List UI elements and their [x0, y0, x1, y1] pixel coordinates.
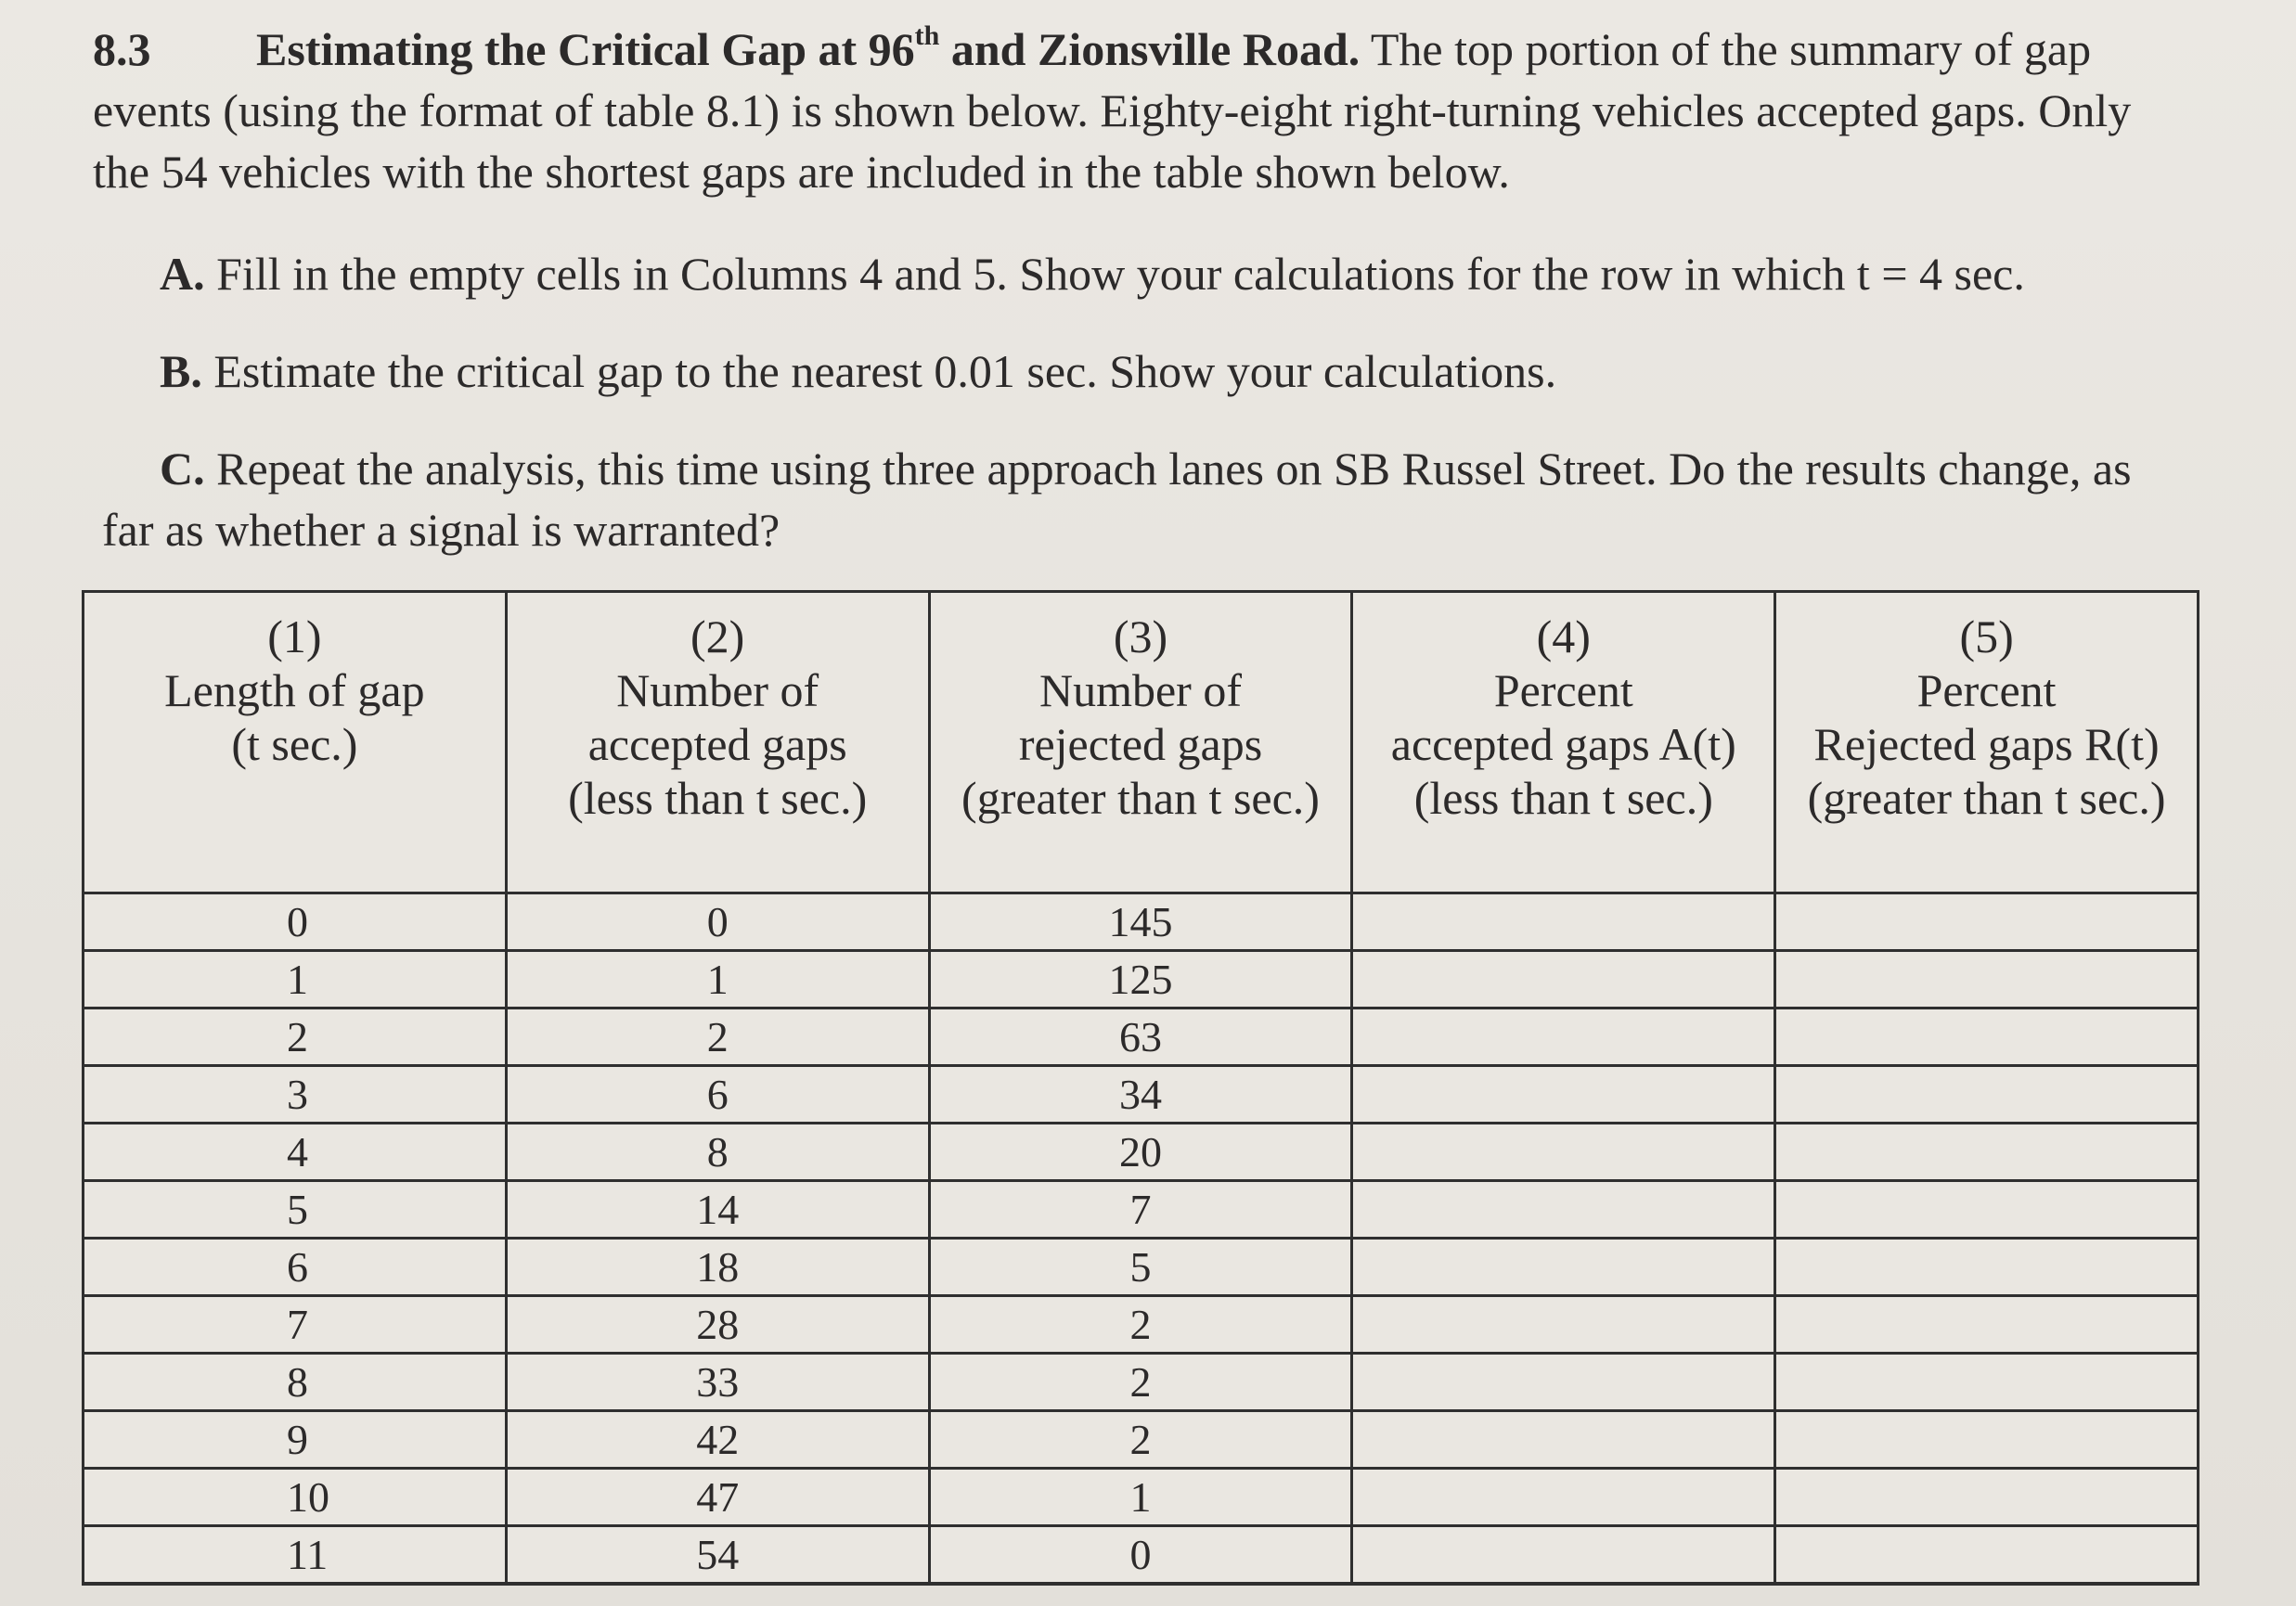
part-a-text: Fill in the empty cells in Columns 4 and 5. Show your calculations for the row in which t = 4 sec. — [204, 248, 2025, 300]
table-row — [84, 1009, 2199, 1066]
table-cell-col-3: 63 — [929, 1009, 1352, 1066]
table-cell-col-2: 1 — [506, 951, 929, 1009]
table-body — [84, 893, 2199, 1585]
table-cell-col-5 — [1775, 1124, 2199, 1181]
table-cell-col-2: 28 — [506, 1296, 929, 1354]
table-cell-col-2: 2 — [506, 1009, 929, 1066]
problem-title-main: Estimating the Critical Gap at 96 — [256, 23, 915, 75]
header-line: Percent — [1916, 664, 2057, 716]
table-row — [84, 1124, 2199, 1181]
table-cell-col-3: 5 — [929, 1239, 1352, 1296]
header-line: (less than t sec.) — [1413, 772, 1713, 824]
header-line: accepted gaps — [587, 718, 847, 770]
gap-events-table — [82, 590, 2199, 1586]
header-line: (t sec.) — [231, 718, 358, 770]
table-cell-col-4 — [1352, 1354, 1775, 1411]
header-line: (less than t sec.) — [568, 772, 868, 824]
table-cell-col-1: 8 — [84, 1354, 507, 1411]
table-cell-col-4 — [1352, 1526, 1775, 1585]
table-row — [84, 1411, 2199, 1469]
problem-statement — [93, 19, 2172, 202]
table-cell-col-1: 10 — [84, 1469, 507, 1526]
table-cell-col-1: 9 — [84, 1411, 507, 1469]
table-row — [84, 1239, 2199, 1296]
table-cell-col-2: 6 — [506, 1066, 929, 1124]
table-cell-col-5 — [1775, 1066, 2199, 1124]
table-cell-col-2: 14 — [506, 1181, 929, 1239]
header-line: rejected gaps — [1018, 718, 1263, 770]
problem-title-superscript: th — [914, 20, 940, 51]
table-cell-col-3: 2 — [929, 1354, 1352, 1411]
header-line: (greater than t sec.) — [961, 772, 1320, 824]
table-cell-col-4 — [1352, 951, 1775, 1009]
table-cell-col-5 — [1775, 1239, 2199, 1296]
table-cell-col-3: 125 — [929, 951, 1352, 1009]
problem-title-end: and Zionsville Road. — [939, 23, 1361, 75]
problem-body: The top portion of the summary of gap events (using the format of table 8.1) is shown below. Eighty-eight right-turning vehicles accepted gaps. Only the 54 vehicles with the shortest gaps are included in the table shown below. — [93, 23, 2132, 198]
header-line: (1) — [267, 610, 322, 662]
table-cell-col-1: 0 — [84, 893, 507, 951]
table-cell-col-2: 0 — [506, 893, 929, 951]
table-cell-col-3: 0 — [929, 1526, 1352, 1585]
table-cell-col-2: 47 — [506, 1469, 929, 1526]
header-line: (4) — [1536, 610, 1591, 662]
table-cell-col-2: 18 — [506, 1239, 929, 1296]
table-cell-col-4 — [1352, 1239, 1775, 1296]
table-cell-col-1: 2 — [84, 1009, 507, 1066]
header-col-2 — [506, 592, 929, 893]
table-cell-col-2: 33 — [506, 1354, 929, 1411]
table-cell-col-2: 54 — [506, 1526, 929, 1585]
table-cell-col-5 — [1775, 1296, 2199, 1354]
part-a — [160, 243, 2238, 304]
table-row — [84, 893, 2199, 951]
part-b-label: B. — [160, 345, 202, 397]
table-cell-col-1: 5 — [84, 1181, 507, 1239]
header-line: (3) — [1113, 610, 1168, 662]
table-cell-col-4 — [1352, 1066, 1775, 1124]
header-line: (2) — [690, 610, 745, 662]
table-cell-col-2: 8 — [506, 1124, 929, 1181]
problem-number: 8.3 — [93, 23, 151, 75]
table-row — [84, 1296, 2199, 1354]
table-row — [84, 1066, 2199, 1124]
table-cell-col-5 — [1775, 1354, 2199, 1411]
part-c-label: C. — [160, 443, 205, 495]
table-cell-col-2: 42 — [506, 1411, 929, 1469]
header-col-3 — [929, 592, 1352, 893]
table-cell-col-3: 34 — [929, 1066, 1352, 1124]
table-cell-col-5 — [1775, 1009, 2199, 1066]
table-cell-col-3: 20 — [929, 1124, 1352, 1181]
table-cell-col-5 — [1775, 1411, 2199, 1469]
part-c-text: Repeat the analysis, this time using three approach lanes on SB Russel Street. Do the results change, as far as whether a signal is warranted? — [102, 443, 2132, 556]
table-cell-col-1: 3 — [84, 1066, 507, 1124]
part-b-text: Estimate the critical gap to the nearest 0.01 sec. Show your calculations. — [201, 345, 1557, 397]
part-c — [102, 438, 2172, 560]
table-cell-col-5 — [1775, 1526, 2199, 1585]
table-cell-col-1: 11 — [84, 1526, 507, 1585]
table-cell-col-4 — [1352, 1124, 1775, 1181]
table-row — [84, 951, 2199, 1009]
table-row — [84, 1469, 2199, 1526]
table-cell-col-5 — [1775, 893, 2199, 951]
part-a-label: A. — [160, 248, 205, 300]
header-col-1 — [84, 592, 507, 893]
table-cell-col-4 — [1352, 1411, 1775, 1469]
table-cell-col-4 — [1352, 1469, 1775, 1526]
table-cell-col-1: 4 — [84, 1124, 507, 1181]
header-col-5 — [1775, 592, 2199, 893]
table-cell-col-1: 7 — [84, 1296, 507, 1354]
header-line: Length of gap — [164, 664, 425, 716]
table-cell-col-3: 145 — [929, 893, 1352, 951]
table-header-row — [84, 592, 2199, 893]
table-cell-col-4 — [1352, 1296, 1775, 1354]
table-cell-col-4 — [1352, 1009, 1775, 1066]
table-cell-col-3: 1 — [929, 1469, 1352, 1526]
table-row — [84, 1526, 2199, 1585]
table-cell-col-3: 2 — [929, 1296, 1352, 1354]
header-col-4 — [1352, 592, 1775, 893]
table-cell-col-5 — [1775, 951, 2199, 1009]
table-cell-col-3: 7 — [929, 1181, 1352, 1239]
table-cell-col-4 — [1352, 893, 1775, 951]
table-cell-col-3: 2 — [929, 1411, 1352, 1469]
header-line: (greater than t sec.) — [1807, 772, 2166, 824]
part-b — [160, 340, 2238, 402]
problem-title — [256, 20, 1361, 75]
table-cell-col-1: 6 — [84, 1239, 507, 1296]
header-line: (5) — [1959, 610, 2014, 662]
header-line: Number of — [1038, 664, 1242, 716]
header-line: Percent — [1493, 664, 1633, 716]
table-row — [84, 1181, 2199, 1239]
table-cell-col-5 — [1775, 1181, 2199, 1239]
header-line: accepted gaps A(t) — [1390, 718, 1736, 770]
table-cell-col-4 — [1352, 1181, 1775, 1239]
header-line: Number of — [616, 664, 819, 716]
header-line: Rejected gaps R(t) — [1813, 718, 2160, 770]
table-row — [84, 1354, 2199, 1411]
table-cell-col-1: 1 — [84, 951, 507, 1009]
table-cell-col-5 — [1775, 1469, 2199, 1526]
